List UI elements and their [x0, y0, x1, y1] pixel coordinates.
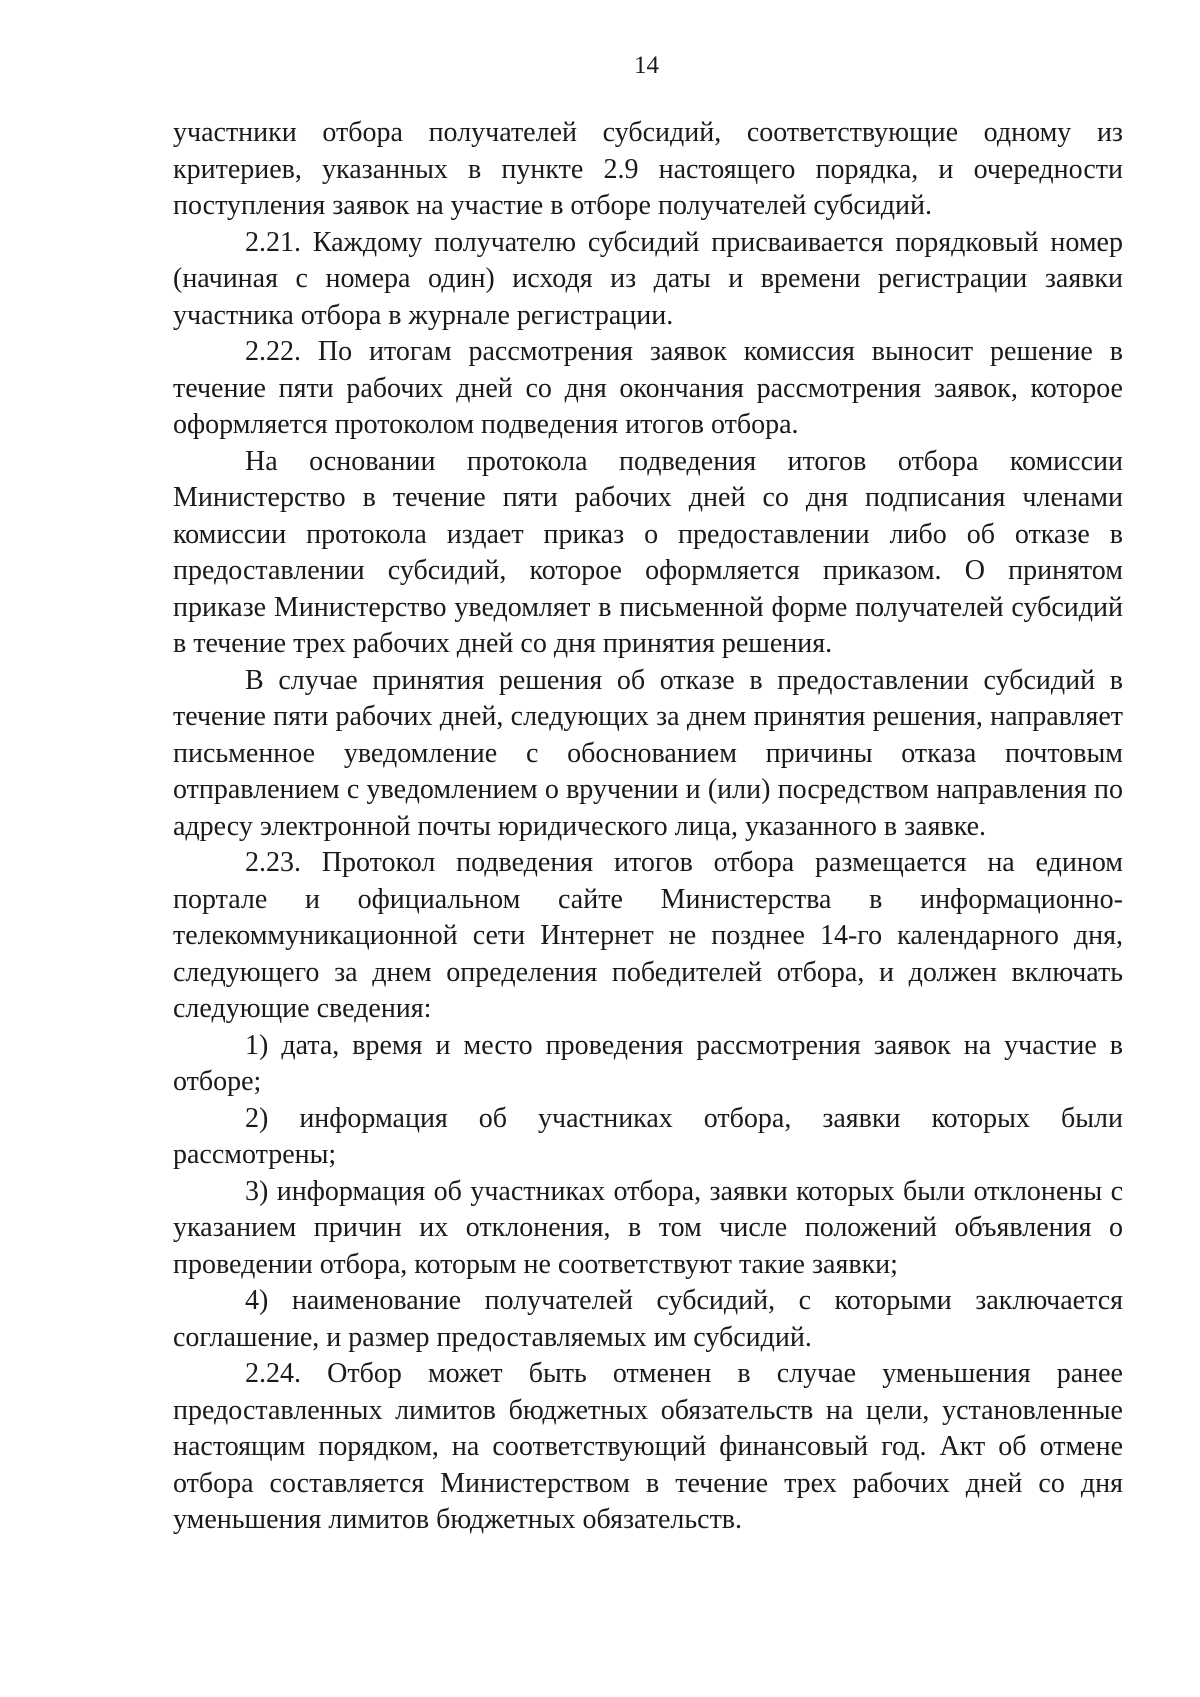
list-item-1: 1) дата, время и место проведения рассмотрения заявок на участие в отборе; — [173, 1029, 1123, 1097]
list-item-4: 4) наименование получателей субсидий, с которыми заключается соглашение, и размер предоставляемых им субсидий. — [173, 1285, 1123, 1353]
paragraph-continuation: участники отбора получателей субсидий, соответствующие одному из критериев, указанных в пункте 2.9 настоящего порядка, и очередности поступления заявок на участие в отборе получателей субсидий. — [173, 117, 1123, 221]
page-number: 14 — [634, 52, 659, 79]
paragraph-2-21: 2.21. Каждому получателю субсидий присваивается порядковый номер (начиная с номера один) исходя из даты и времени регистрации заявки участника отбора в журнале регистрации. — [173, 226, 1123, 331]
paragraph-2-24: 2.24. Отбор может быть отменен в случае уменьшения ранее предоставленных лимитов бюджетных обязательств на цели, установленные настоящим порядком, на соответствующий финансовый год. Акт об отмене отбора составляется Министерством в течение трех рабочих дней со дня уменьшения лимитов бюджетных обязательств. — [173, 1358, 1123, 1535]
paragraph-2-23: 2.23. Протокол подведения итогов отбора размещается на едином портале и официальном сайте Министерства в информационно-телекоммуникационной сети Интернет не позднее 14-го календарного дня, следующего за днем определения победителей отбора, и должен включать следующие сведения: — [173, 847, 1123, 1024]
paragraph-protocol-order: На основании протокола подведения итогов отбора комиссии Министерство в течение пяти рабочих дней со дня подписания членами комиссии протокола издает приказ о предоставлении либо об отказе в предоставлении субсидий, которое оформляется приказом. О принятом приказе Министерство уведомляет в письменной форме получателей субсидий в течение трех рабочих дней со дня принятия решения. — [173, 445, 1123, 659]
paragraph-2-22: 2.22. По итогам рассмотрения заявок комиссия выносит решение в течение пяти рабочих дней со дня окончания рассмотрения заявок, которое оформляется протоколом подведения итогов отбора. — [173, 336, 1123, 440]
list-item-2: 2) информация об участниках отбора, заявки которых были рассмотрены; — [173, 1102, 1123, 1170]
paragraph-refusal-notice: В случае принятия решения об отказе в предоставлении субсидий в течение пяти рабочих дней, следующих за днем принятия решения, направляет письменное уведомление с обоснованием причины отказа почтовым отправлением с уведомлением о вручении и (или) посредством направления по адресу электронной почты юридического лица, указанного в заявке. — [173, 664, 1123, 842]
list-item-3: 3) информация об участниках отбора, заявки которых были отклонены с указанием причин их отклонения, в том числе положений объявления о проведении отбора, которым не соответствуют такие заявки; — [173, 1175, 1123, 1280]
document-body — [173, 115, 1123, 1539]
